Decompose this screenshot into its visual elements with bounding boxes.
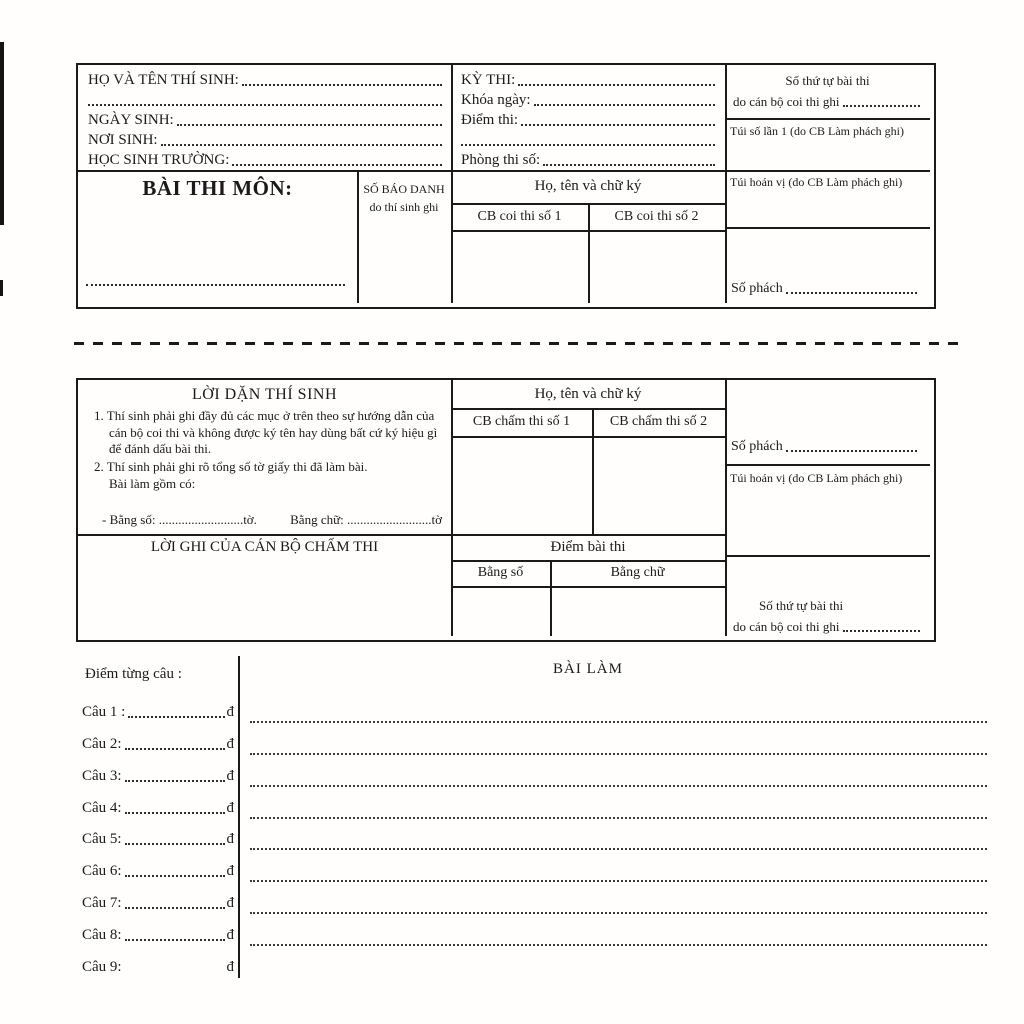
question-score-row [82, 924, 234, 944]
question-label: Câu 9: [82, 959, 122, 975]
dotted-fill [86, 284, 345, 286]
question-score-row [82, 765, 234, 785]
answer-line [250, 701, 987, 723]
dotted-fill [521, 124, 715, 126]
candidate-number-cell [357, 175, 451, 221]
dotted-fill [125, 939, 225, 941]
sequence-line1: Số thứ tự bài thi [759, 598, 844, 613]
answer-line [250, 828, 987, 850]
student-pob-label: NƠI SINH: [88, 132, 158, 148]
bag2-cell: Túi hoán vị (do CB Làm phách ghi) [730, 175, 903, 189]
cut-line [74, 342, 962, 345]
answer-line [250, 797, 987, 819]
question-label: Câu 3: [82, 768, 122, 784]
signature-header-cell: Họ, tên và chữ ký [534, 178, 642, 194]
subject-label: BÀI THI MÔN: [142, 176, 293, 200]
grid-line [451, 436, 725, 438]
proctor2-cell: CB coi thi số 2 [614, 208, 699, 224]
point-unit: đ [226, 863, 234, 879]
proctor1-cell: CB coi thi số 1 [477, 208, 562, 224]
code-number-cell [731, 436, 919, 455]
dotted-fill [88, 104, 442, 106]
answer-line [250, 860, 987, 882]
grader1-cell: CB chấm thi số 1 [472, 414, 571, 429]
answer-line [250, 892, 987, 914]
point-unit: đ [226, 831, 234, 847]
dotted-fill [125, 780, 225, 782]
question-label: Câu 1 : [82, 704, 126, 720]
dotted-fill [518, 84, 715, 86]
dotted-fill [125, 812, 225, 814]
scan-edge-bar [0, 42, 4, 225]
dotted-fill [786, 450, 917, 452]
question-score-row [82, 701, 234, 721]
question-score-row [82, 860, 234, 880]
dotted-fill [534, 104, 715, 106]
question-label: Câu 8: [82, 927, 122, 943]
answer-line [250, 765, 987, 787]
student-school-label: HỌC SINH TRƯỜNG: [88, 152, 230, 168]
per-question-label: Điểm từng câu : [85, 666, 182, 682]
dotted-fill [125, 875, 225, 877]
grid-line [725, 555, 930, 557]
code-label: Số phách [731, 281, 783, 296]
grid-line [451, 586, 725, 588]
score-numeric-cell: Bằng số [477, 565, 524, 580]
subject-cell [78, 170, 357, 303]
point-unit: đ [226, 704, 234, 720]
instruction-item-3: Bài làm gồm có: [109, 476, 196, 491]
grid-line [451, 230, 725, 232]
dotted-fill [161, 144, 442, 146]
sheets-numeric: - Bằng số: ..........................tờ. [102, 512, 257, 527]
sheets-words: Bằng chữ: ..........................tờ [290, 512, 442, 527]
exam-session-label: Khóa ngày: [461, 92, 531, 108]
candidate-number-line1: SỐ BÁO DANH [363, 181, 445, 196]
dotted-fill [843, 105, 920, 107]
score-header-cell: Điểm bài thi [550, 538, 626, 555]
question-score-row [82, 956, 234, 976]
student-info-cell [88, 69, 444, 169]
grid-line [725, 464, 930, 466]
signature-header-cell: Họ, tên và chữ ký [534, 385, 642, 402]
code-label: Số phách [731, 439, 783, 454]
point-unit: đ [226, 895, 234, 911]
dotted-fill [843, 630, 920, 632]
instruction-item-1: 1. Thí sinh phải ghi đầy đủ các mục ở trên theo sự hướng dẫn của cán bộ coi thi và không được ký tên hay dùng bất cứ ký hiệu gì để đánh dấu bài thi. [94, 408, 438, 456]
question-label: Câu 6: [82, 863, 122, 879]
dotted-fill [461, 144, 715, 146]
dotted-fill [242, 84, 442, 86]
question-score-row [82, 797, 234, 817]
grader-note-title: LỜI GHI CỦA CÁN BỘ CHẤM THI [150, 538, 379, 555]
dotted-fill [125, 843, 225, 845]
dotted-fill [786, 292, 917, 294]
sequence-line2: do cán bộ coi thi ghi [733, 619, 840, 634]
dotted-fill [125, 907, 225, 909]
student-dob-label: NGÀY SINH: [88, 112, 174, 128]
point-unit: đ [226, 959, 234, 975]
score-words-cell: Bằng chữ [610, 565, 665, 580]
sequence-line1: Số thứ tự bài thi [785, 73, 870, 88]
work-title: BÀI LÀM [553, 661, 623, 677]
question-label: Câu 2: [82, 736, 122, 752]
point-unit: đ [226, 736, 234, 752]
grader2-cell: CB chấm thi số 2 [609, 414, 708, 429]
header-table [76, 63, 936, 309]
exam-room-label: Phòng thi số: [461, 152, 541, 168]
question-score-row [82, 828, 234, 848]
student-name-label: HỌ VÀ TÊN THÍ SINH: [88, 72, 239, 88]
dotted-fill [125, 748, 225, 750]
dotted-fill [232, 164, 442, 166]
sequence-number-cell [725, 73, 930, 110]
sequence-number-cell [725, 598, 930, 635]
bag2-cell: Túi hoán vị (do CB Làm phách ghi) [730, 471, 903, 485]
question-score-row [82, 892, 234, 912]
dotted-fill [543, 164, 715, 166]
answer-line [250, 924, 987, 946]
sheets-count-line [102, 512, 442, 528]
point-unit: đ [226, 768, 234, 784]
sequence-line2: do cán bộ coi thi ghi [733, 94, 840, 109]
exam-info-cell [461, 69, 717, 169]
grid-line [725, 118, 930, 120]
dotted-fill [177, 124, 442, 126]
instructions-table [76, 378, 936, 642]
instructions-list [94, 408, 442, 493]
exam-site-label: Điểm thi: [461, 112, 519, 128]
candidate-number-line2: do thí sinh ghi [369, 199, 439, 214]
point-unit: đ [226, 800, 234, 816]
question-label: Câu 7: [82, 895, 122, 911]
instructions-title: LỜI DẶN THÍ SINH [191, 386, 338, 403]
code-number-cell [731, 278, 919, 297]
question-label: Câu 5: [82, 831, 122, 847]
point-unit: đ [226, 927, 234, 943]
scan-edge-mark [0, 280, 3, 296]
question-label: Câu 4: [82, 800, 122, 816]
dotted-fill [128, 716, 224, 718]
exam-name-label: KỲ THI: [461, 72, 516, 88]
bag1-cell: Túi số lần 1 (do CB Làm phách ghi) [730, 124, 904, 138]
question-score-row [82, 733, 234, 753]
answer-line [250, 733, 987, 755]
instruction-item-2: 2. Thí sinh phải ghi rõ tổng số tờ giấy thi đã làm bài. [94, 458, 368, 474]
answer-divider-rule [238, 656, 240, 978]
grid-line [725, 227, 930, 229]
